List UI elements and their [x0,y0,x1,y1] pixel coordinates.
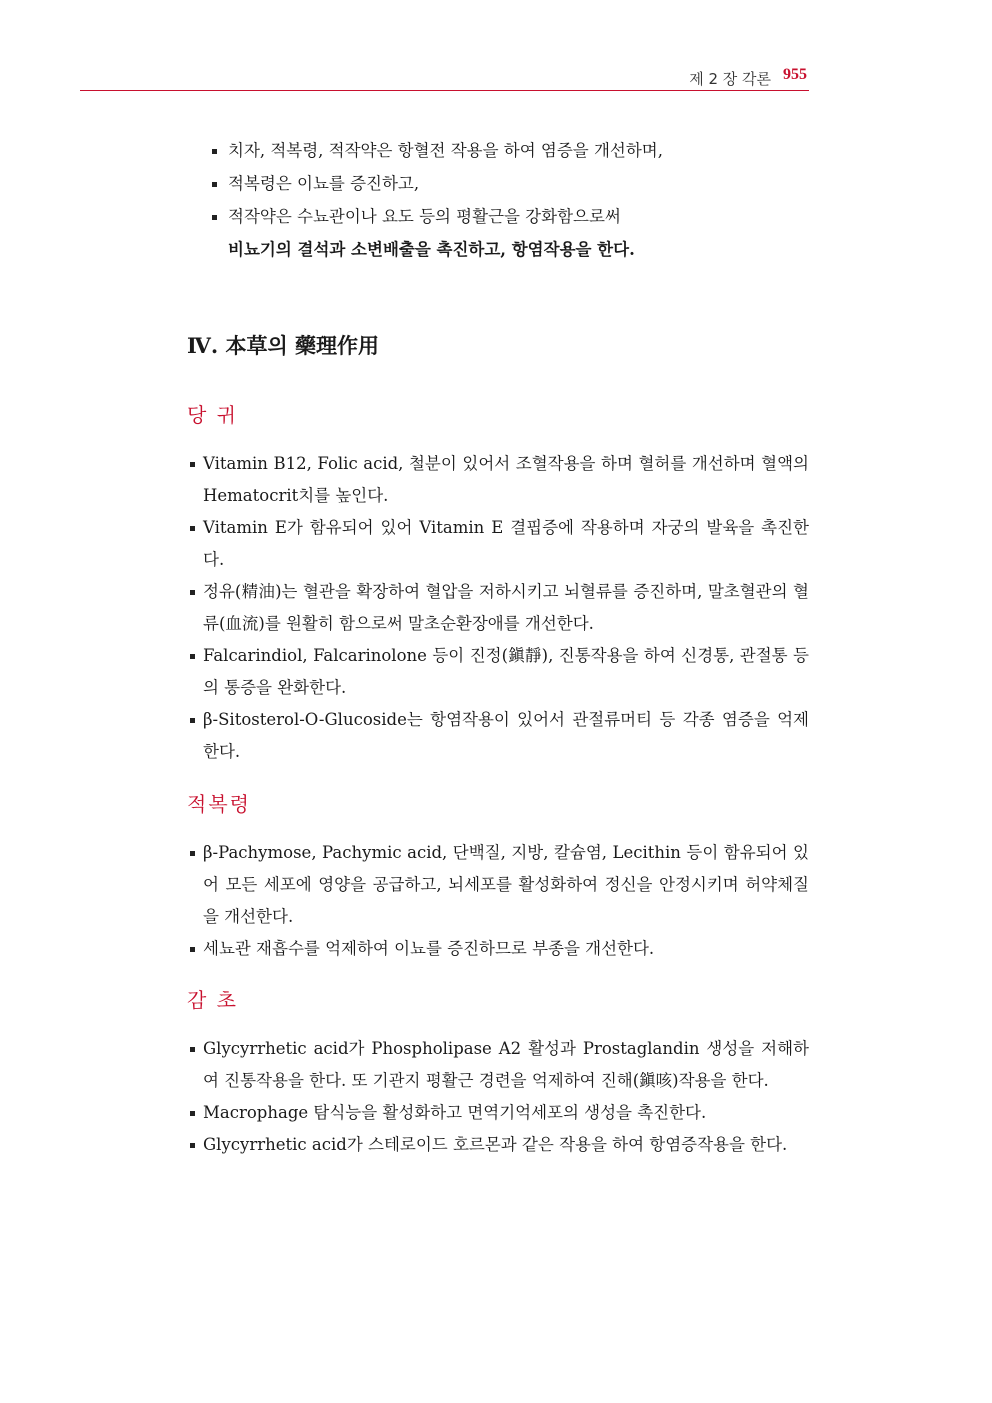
herb-section-jeokbokryeong [187,787,809,965]
list-item: Falcarindiol, Falcarinolone 등이 진정(鎭靜), 진통작용을 하여 신경통, 관절통 등의 통증을 완화한다. [187,640,809,704]
intro-bullet: 적작약은 수뇨관이나 요도 등의 평활근을 강화함으로써 [210,200,810,233]
list-item: Vitamin B12, Folic acid, 철분이 있어서 조혈작용을 하며 혈허를 개선하며 혈액의 Hematocrit치를 높인다. [187,448,809,512]
list-item: Glycyrrhetic acid가 Phospholipase A2 활성과 Prostaglandin 생성을 저해하여 진통작용을 한다. 또 기관지 평활근 경련을 억제하여 진해(鎭咳)작용을 한다. [187,1033,809,1097]
intro-bullet: 적복령은 이뇨를 증진하고, [210,167,810,200]
herb-section-gamcho [187,983,809,1161]
list-item: Glycyrrhetic acid가 스테로이드 호르몬과 같은 작용을 하여 항염증작용을 한다. [187,1129,809,1161]
herb-section-danggwi [187,398,809,768]
herb-name: 적복령 [187,792,251,816]
list-item: β-Pachymose, Pachymic acid, 단백질, 지방, 칼슘염, Lecithin 등이 함유되어 있어 모든 세포에 영양을 공급하고, 뇌세포를 활성화하여 정신을 안정시키며 허약체질을 개선한다. [187,837,809,933]
intro-conclusion: 비뇨기의 결석과 소변배출을 촉진하고, 항염작용을 한다. [228,240,635,259]
herb-name: 감 초 [187,988,238,1012]
list-item: 세뇨관 재흡수를 억제하여 이뇨를 증진하므로 부종을 개선한다. [187,933,809,965]
section-title: Ⅳ. 本草의 藥理作用 [187,333,380,358]
list-item: Vitamin E가 함유되어 있어 Vitamin E 결핍증에 작용하며 자궁의 발육을 촉진한다. [187,512,809,576]
chapter-label: 제 2 장 각론 [689,70,771,88]
page-number: 955 [783,66,807,83]
herb-name: 당 귀 [187,403,238,427]
list-item: β-Sitosterol-O-Glucoside는 항염작용이 있어서 관절류머티 등 각종 염증을 억제한다. [187,704,809,768]
list-item: Macrophage 탐식능을 활성화하고 면역기억세포의 생성을 촉진한다. [187,1097,809,1129]
intro-summary [210,134,810,266]
intro-bullet: 치자, 적복령, 적작약은 항혈전 작용을 하여 염증을 개선하며, [210,134,810,167]
list-item: 정유(精油)는 혈관을 확장하여 혈압을 저하시키고 뇌혈류를 증진하며, 말초혈관의 혈류(血流)를 원활히 함으로써 말초순환장애를 개선한다. [187,576,809,640]
page-header [80,62,809,91]
